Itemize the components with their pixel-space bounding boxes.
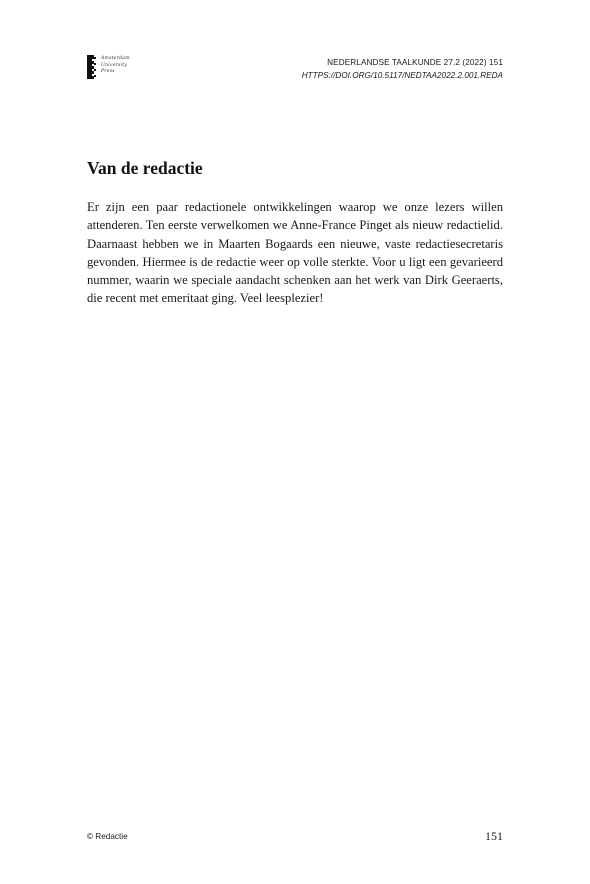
- doi-link[interactable]: HTTPS://DOI.ORG/10.5117/NEDTAA2022.2.001.REDA: [301, 71, 503, 80]
- publisher-logo-line: Amsterdam: [101, 56, 130, 61]
- page-number: 151: [485, 829, 503, 843]
- publisher-logo-line: Press: [101, 69, 115, 75]
- copyright-notice: © Redactie: [87, 832, 128, 841]
- publisher-logo: [87, 55, 147, 79]
- publisher-logo-line: University: [101, 62, 128, 68]
- article-body: Er zijn een paar redactionele ontwikkelingen waarop we onze lezers willen attenderen. Ten eerste verwelkomen we Anne-France Pinget als nieuw redactielid. Daarnaast hebben we in Maarten Bogaards een nieuwe, vaste redactiesecretaris gevonden. Hiermee is de redactie weer op volle sterkte. Voor u ligt een gevarieerd nummer, waarin we speciale aandacht schenken aan het werk van Dirk Geeraerts, die recent met emeritaat ging. Veel leesplezier!: [87, 200, 503, 306]
- publisher-logo-mark: [87, 55, 96, 79]
- article-title: Van de redactie: [87, 158, 203, 178]
- running-header: [302, 56, 503, 82]
- publisher-logo-text: [101, 56, 130, 76]
- journal-citation: NEDERLANDSE TAALKUNDE 27.2 (2022) 151: [327, 58, 503, 67]
